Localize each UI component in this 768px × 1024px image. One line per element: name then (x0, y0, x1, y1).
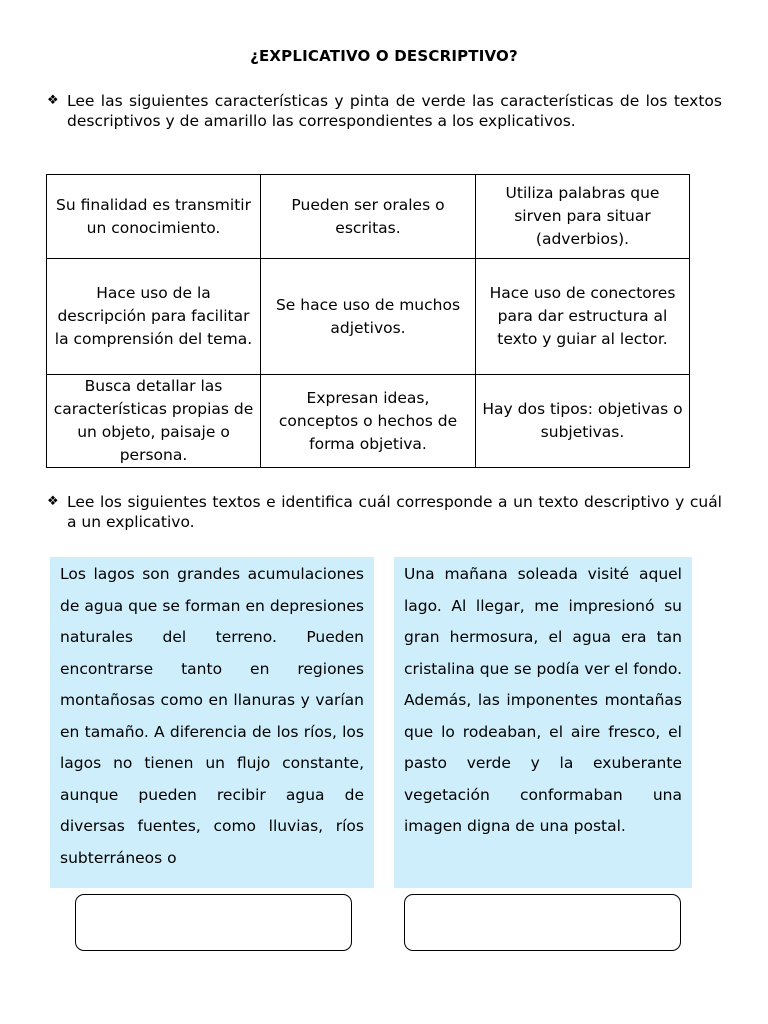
characteristics-table (46, 174, 690, 468)
table-cell[interactable]: Pueden ser orales o escritas. (261, 175, 476, 259)
explanatory-text-box: Los lagos son grandes acumulaciones de agua que se forman en depresiones naturales del terreno. Pueden encontrarse tanto en regiones montañosas como en llanuras y varían en tamaño. A diferencia de los ríos, los lagos no tienen un flujo constante, aunque pueden recibir agua de diversas fuentes, como lluvias, ríos subterráneos o (50, 557, 374, 888)
table-row (47, 259, 690, 375)
answer-box-right[interactable] (404, 894, 681, 951)
table-row (47, 175, 690, 259)
instruction-1-text: Lee las siguientes características y pinta de verde las características de los textos descriptivos y de amarillo las correspondientes a los explicativos. (67, 92, 722, 130)
table-cell[interactable]: Busca detallar las características propias de un objeto, paisaje o persona. (47, 375, 261, 468)
diamond-bullet-icon: ❖ (47, 494, 59, 509)
table-cell[interactable]: Se hace uso de muchos adjetivos. (261, 259, 476, 375)
instruction-1 (47, 91, 722, 131)
table-row (47, 375, 690, 468)
table-cell[interactable]: Hace uso de conectores para dar estructura al texto y guiar al lector. (476, 259, 690, 375)
descriptive-text-box: Una mañana soleada visité aquel lago. Al llegar, me impresionó su gran hermosura, el agua era tan cristalina que se podía ver el fondo. Además, las imponentes montañas que lo rodeaban, el aire fresco, el pasto verde y la exuberante vegetación conformaban una imagen digna de una postal. (394, 557, 692, 888)
table-cell[interactable]: Expresan ideas, conceptos o hechos de forma objetiva. (261, 375, 476, 468)
page-title: ¿EXPLICATIVO O DESCRIPTIVO? (250, 47, 518, 65)
answer-box-left[interactable] (75, 894, 352, 951)
diamond-bullet-icon: ❖ (47, 93, 59, 108)
table-cell[interactable]: Su finalidad es transmitir un conocimiento. (47, 175, 261, 259)
instruction-2 (47, 492, 722, 532)
table-cell[interactable]: Hace uso de la descripción para facilitar la comprensión del tema. (47, 259, 261, 375)
table-cell[interactable]: Utiliza palabras que sirven para situar (adverbios). (476, 175, 690, 259)
table-cell[interactable]: Hay dos tipos: objetivas o subjetivas. (476, 375, 690, 468)
instruction-2-text: Lee los siguientes textos e identifica cuál corresponde a un texto descriptivo y cuál a un explicativo. (67, 493, 722, 531)
